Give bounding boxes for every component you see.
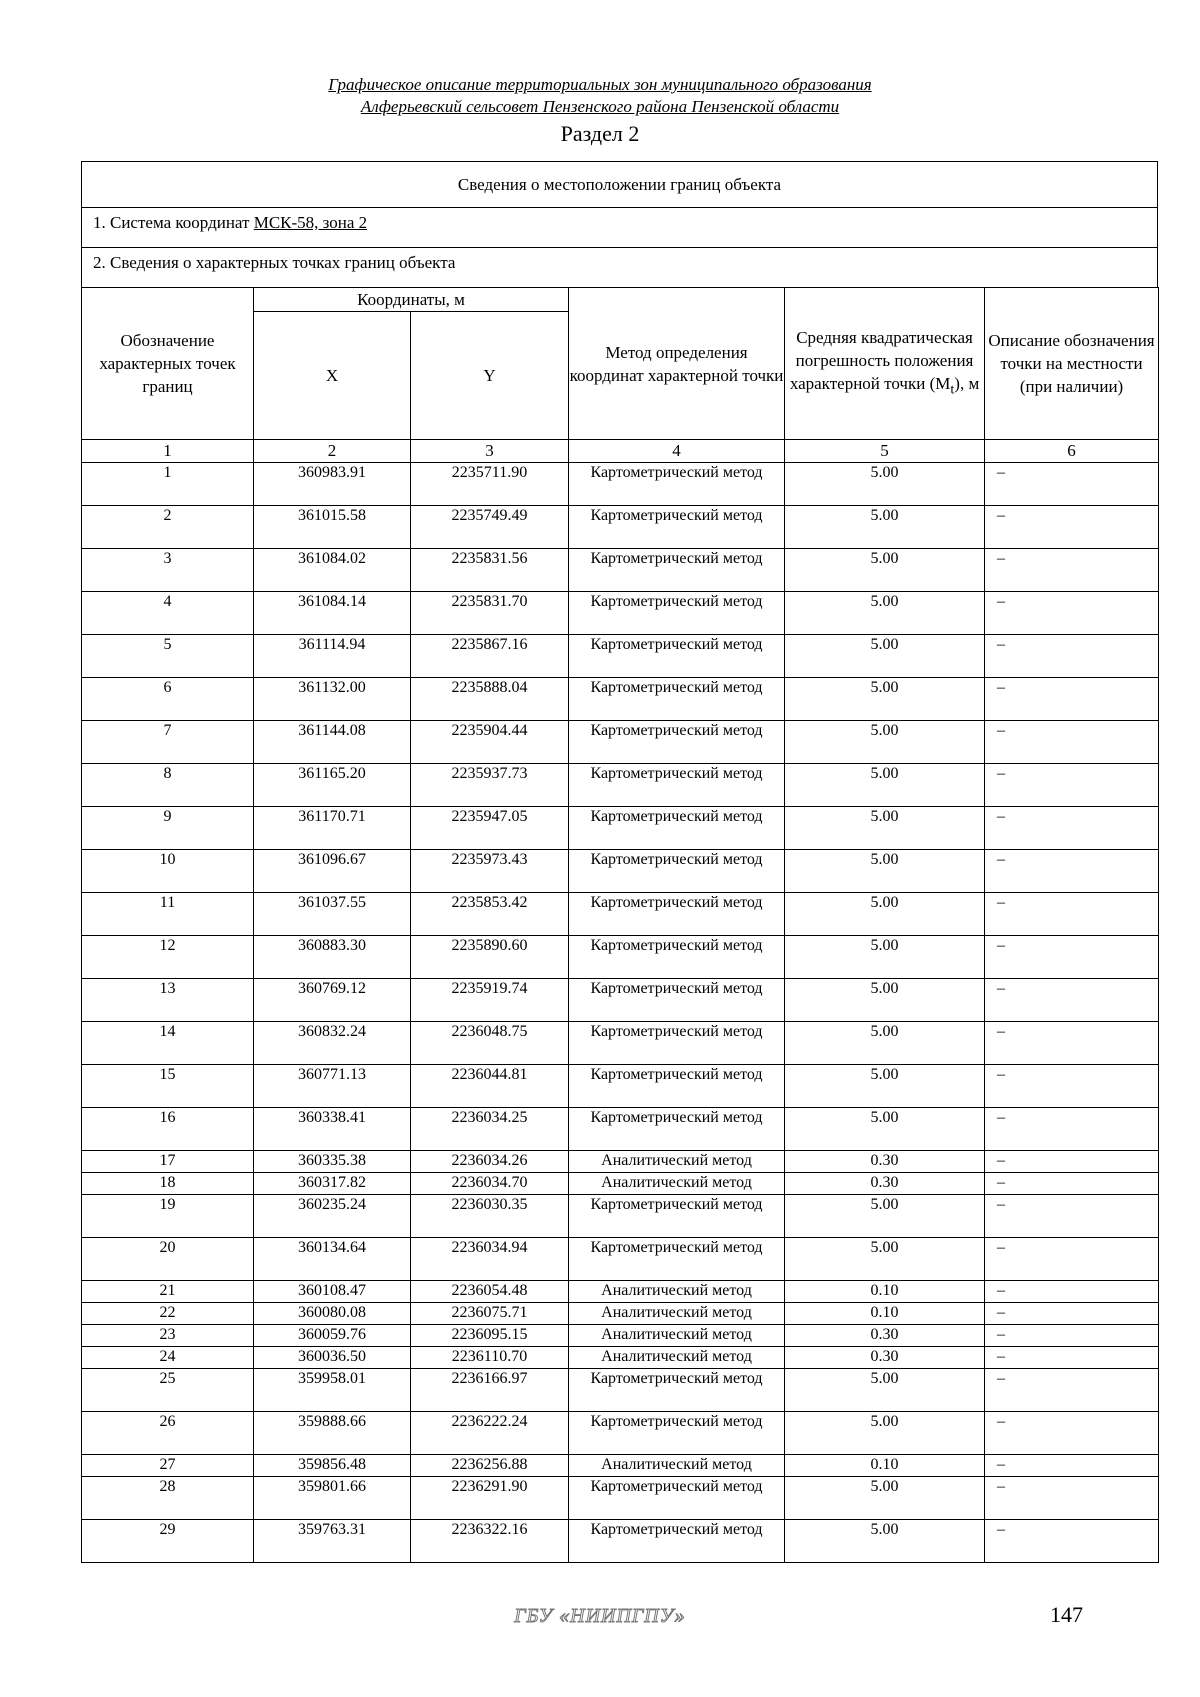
cell-y: 2235831.56 xyxy=(411,549,569,592)
cell-x: 361144.08 xyxy=(254,721,411,764)
table-row xyxy=(82,979,1159,1022)
column-number: 5 xyxy=(785,440,985,463)
cell-x: 359801.66 xyxy=(254,1477,411,1520)
cell-error: 5.00 xyxy=(785,549,985,592)
cell-x: 361132.00 xyxy=(254,678,411,721)
cell-x: 361037.55 xyxy=(254,893,411,936)
cell-description: – xyxy=(985,1477,1159,1520)
cell-point: 12 xyxy=(82,936,254,979)
cell-point: 29 xyxy=(82,1520,254,1563)
cell-y: 2235749.49 xyxy=(411,506,569,549)
cell-x: 360983.91 xyxy=(254,463,411,506)
cell-point: 22 xyxy=(82,1303,254,1325)
cell-error: 5.00 xyxy=(785,893,985,936)
cell-description: – xyxy=(985,1412,1159,1455)
cell-x: 360059.76 xyxy=(254,1325,411,1347)
cell-error: 5.00 xyxy=(785,592,985,635)
cell-point: 24 xyxy=(82,1347,254,1369)
column-number: 6 xyxy=(985,440,1159,463)
cell-x: 361084.02 xyxy=(254,549,411,592)
info-block xyxy=(81,161,1158,288)
cell-x: 360134.64 xyxy=(254,1238,411,1281)
header-error-subscript: t xyxy=(950,381,955,398)
table-row xyxy=(82,1022,1159,1065)
cell-method: Аналитический метод xyxy=(569,1173,785,1195)
cell-description: – xyxy=(985,1065,1159,1108)
cell-description: – xyxy=(985,1325,1159,1347)
table-row xyxy=(82,506,1159,549)
cell-description: – xyxy=(985,1281,1159,1303)
cell-error: 5.00 xyxy=(785,1412,985,1455)
header-error-unit: ), м xyxy=(954,373,980,393)
table-row xyxy=(82,1477,1159,1520)
cell-method: Аналитический метод xyxy=(569,1347,785,1369)
table-row xyxy=(82,1455,1159,1477)
cell-description: – xyxy=(985,850,1159,893)
cell-description: – xyxy=(985,1455,1159,1477)
cell-error: 0.30 xyxy=(785,1325,985,1347)
cell-error: 5.00 xyxy=(785,1520,985,1563)
cell-y: 2235919.74 xyxy=(411,979,569,1022)
table-row xyxy=(82,1412,1159,1455)
cell-method: Картометрический метод xyxy=(569,1022,785,1065)
table-row xyxy=(82,635,1159,678)
cell-y: 2235831.70 xyxy=(411,592,569,635)
cell-method: Картометрический метод xyxy=(569,721,785,764)
cell-point: 25 xyxy=(82,1369,254,1412)
cell-point: 6 xyxy=(82,678,254,721)
cell-method: Картометрический метод xyxy=(569,1369,785,1412)
cell-description: – xyxy=(985,1303,1159,1325)
table-row xyxy=(82,1369,1159,1412)
cell-error: 5.00 xyxy=(785,764,985,807)
cell-y: 2235853.42 xyxy=(411,893,569,936)
table-row xyxy=(82,1325,1159,1347)
cell-y: 2236222.24 xyxy=(411,1412,569,1455)
cell-method: Аналитический метод xyxy=(569,1325,785,1347)
cell-method: Аналитический метод xyxy=(569,1303,785,1325)
cell-x: 359958.01 xyxy=(254,1369,411,1412)
table-row xyxy=(82,1173,1159,1195)
table-row xyxy=(82,807,1159,850)
table-row xyxy=(82,893,1159,936)
cell-y: 2235711.90 xyxy=(411,463,569,506)
cell-method: Картометрический метод xyxy=(569,635,785,678)
cell-y: 2236034.70 xyxy=(411,1173,569,1195)
cell-x: 359888.66 xyxy=(254,1412,411,1455)
cell-x: 360338.41 xyxy=(254,1108,411,1151)
cell-description: – xyxy=(985,1151,1159,1173)
cell-y: 2236044.81 xyxy=(411,1065,569,1108)
cell-error: 0.10 xyxy=(785,1455,985,1477)
cell-point: 11 xyxy=(82,893,254,936)
cell-method: Картометрический метод xyxy=(569,1195,785,1238)
cell-point: 8 xyxy=(82,764,254,807)
cell-x: 361114.94 xyxy=(254,635,411,678)
cell-error: 5.00 xyxy=(785,506,985,549)
cell-error: 5.00 xyxy=(785,1369,985,1412)
cell-y: 2236256.88 xyxy=(411,1455,569,1477)
cell-error: 5.00 xyxy=(785,850,985,893)
cell-error: 5.00 xyxy=(785,635,985,678)
column-number: 3 xyxy=(411,440,569,463)
cell-point: 20 xyxy=(82,1238,254,1281)
cell-method: Картометрический метод xyxy=(569,549,785,592)
table-row xyxy=(82,936,1159,979)
cell-x: 360335.38 xyxy=(254,1151,411,1173)
cell-method: Картометрический метод xyxy=(569,979,785,1022)
cell-point: 17 xyxy=(82,1151,254,1173)
cell-method: Картометрический метод xyxy=(569,850,785,893)
cell-x: 359763.31 xyxy=(254,1520,411,1563)
column-number: 2 xyxy=(254,440,411,463)
cell-point: 10 xyxy=(82,850,254,893)
points-label: 2. Сведения о характерных точках границ объекта xyxy=(82,248,1157,288)
table-row xyxy=(82,1281,1159,1303)
cell-description: – xyxy=(985,893,1159,936)
cell-y: 2236095.15 xyxy=(411,1325,569,1347)
cell-description: – xyxy=(985,1195,1159,1238)
cell-description: – xyxy=(985,979,1159,1022)
cell-method: Картометрический метод xyxy=(569,936,785,979)
cell-y: 2236030.35 xyxy=(411,1195,569,1238)
cell-error: 5.00 xyxy=(785,1238,985,1281)
cell-y: 2236075.71 xyxy=(411,1303,569,1325)
cell-x: 360108.47 xyxy=(254,1281,411,1303)
table-row xyxy=(82,549,1159,592)
table-row xyxy=(82,678,1159,721)
cell-method: Картометрический метод xyxy=(569,807,785,850)
cell-error: 5.00 xyxy=(785,721,985,764)
cell-x: 361096.67 xyxy=(254,850,411,893)
cell-method: Картометрический метод xyxy=(569,1238,785,1281)
cell-error: 5.00 xyxy=(785,1477,985,1520)
column-number: 1 xyxy=(82,440,254,463)
cell-x: 360883.30 xyxy=(254,936,411,979)
cell-y: 2236048.75 xyxy=(411,1022,569,1065)
cell-method: Картометрический метод xyxy=(569,678,785,721)
cell-method: Картометрический метод xyxy=(569,463,785,506)
cell-y: 2235890.60 xyxy=(411,936,569,979)
table-row xyxy=(82,1065,1159,1108)
cell-error: 5.00 xyxy=(785,807,985,850)
table-row xyxy=(82,463,1159,506)
header-error xyxy=(785,288,985,440)
cell-error: 0.30 xyxy=(785,1151,985,1173)
coord-system-label: 1. Система координат xyxy=(93,213,254,232)
cell-description: – xyxy=(985,678,1159,721)
cell-x: 360771.13 xyxy=(254,1065,411,1108)
cell-description: – xyxy=(985,764,1159,807)
cell-point: 23 xyxy=(82,1325,254,1347)
block-title: Сведения о местоположении границ объекта xyxy=(82,162,1157,208)
cell-description: – xyxy=(985,592,1159,635)
cell-error: 0.10 xyxy=(785,1303,985,1325)
table-row xyxy=(82,1108,1159,1151)
cell-point: 14 xyxy=(82,1022,254,1065)
cell-y: 2236034.26 xyxy=(411,1151,569,1173)
cell-point: 28 xyxy=(82,1477,254,1520)
cell-x: 360317.82 xyxy=(254,1173,411,1195)
cell-description: – xyxy=(985,635,1159,678)
cell-method: Аналитический метод xyxy=(569,1151,785,1173)
cell-point: 9 xyxy=(82,807,254,850)
cell-description: – xyxy=(985,1520,1159,1563)
document-title-line-2: Алферьевский сельсовет Пензенского района Пензенской области xyxy=(360,97,840,116)
cell-x: 359856.48 xyxy=(254,1455,411,1477)
cell-point: 15 xyxy=(82,1065,254,1108)
cell-point: 19 xyxy=(82,1195,254,1238)
cell-description: – xyxy=(985,1022,1159,1065)
header-description: Описание обозначения точки на местности (при наличии) xyxy=(985,288,1159,440)
cell-x: 361165.20 xyxy=(254,764,411,807)
cell-point: 3 xyxy=(82,549,254,592)
cell-error: 5.00 xyxy=(785,678,985,721)
cell-method: Аналитический метод xyxy=(569,1455,785,1477)
cell-point: 27 xyxy=(82,1455,254,1477)
table-row xyxy=(82,592,1159,635)
cell-point: 16 xyxy=(82,1108,254,1151)
table-row xyxy=(82,1238,1159,1281)
cell-x: 361170.71 xyxy=(254,807,411,850)
column-number: 4 xyxy=(569,440,785,463)
cell-point: 13 xyxy=(82,979,254,1022)
cell-point: 21 xyxy=(82,1281,254,1303)
cell-x: 361015.58 xyxy=(254,506,411,549)
cell-method: Картометрический метод xyxy=(569,592,785,635)
cell-description: – xyxy=(985,463,1159,506)
cell-description: – xyxy=(985,1369,1159,1412)
cell-error: 0.30 xyxy=(785,1347,985,1369)
cell-description: – xyxy=(985,1238,1159,1281)
cell-error: 0.10 xyxy=(785,1281,985,1303)
table-row xyxy=(82,1303,1159,1325)
cell-point: 4 xyxy=(82,592,254,635)
cell-error: 5.00 xyxy=(785,1022,985,1065)
cell-y: 2236054.48 xyxy=(411,1281,569,1303)
cell-method: Картометрический метод xyxy=(569,893,785,936)
cell-x: 360235.24 xyxy=(254,1195,411,1238)
cell-error: 0.30 xyxy=(785,1173,985,1195)
cell-method: Картометрический метод xyxy=(569,1108,785,1151)
table-row xyxy=(82,1520,1159,1563)
cell-y: 2236291.90 xyxy=(411,1477,569,1520)
cell-y: 2235947.05 xyxy=(411,807,569,850)
cell-method: Картометрический метод xyxy=(569,1412,785,1455)
cell-y: 2235888.04 xyxy=(411,678,569,721)
cell-error: 5.00 xyxy=(785,979,985,1022)
header-method: Метод определения координат характерной точки xyxy=(569,288,785,440)
cell-point: 7 xyxy=(82,721,254,764)
document-title-line-1: Графическое описание территориальных зон муниципального образования xyxy=(328,75,872,94)
cell-error: 5.00 xyxy=(785,1195,985,1238)
table-row xyxy=(82,1347,1159,1369)
page-number: 147 xyxy=(1050,1602,1083,1627)
cell-y: 2236034.25 xyxy=(411,1108,569,1151)
header-coords: Координаты, м xyxy=(254,288,569,312)
table-row xyxy=(82,850,1159,893)
coord-system-value: МСК-58, зона 2 xyxy=(253,213,368,232)
cell-error: 5.00 xyxy=(785,463,985,506)
cell-point: 5 xyxy=(82,635,254,678)
header-x: X xyxy=(254,312,411,440)
cell-description: – xyxy=(985,807,1159,850)
cell-point: 1 xyxy=(82,463,254,506)
table-row xyxy=(82,764,1159,807)
cell-y: 2235937.73 xyxy=(411,764,569,807)
cell-point: 2 xyxy=(82,506,254,549)
header-y: Y xyxy=(411,312,569,440)
cell-method: Картометрический метод xyxy=(569,1065,785,1108)
footer-organization: ГБУ «НИИПГПУ» xyxy=(514,1605,686,1627)
cell-y: 2235904.44 xyxy=(411,721,569,764)
cell-x: 360832.24 xyxy=(254,1022,411,1065)
cell-description: – xyxy=(985,936,1159,979)
cell-y: 2236034.94 xyxy=(411,1238,569,1281)
table-row xyxy=(82,1151,1159,1173)
cell-y: 2235867.16 xyxy=(411,635,569,678)
section-title: Раздел 2 xyxy=(560,121,640,146)
cell-y: 2235973.43 xyxy=(411,850,569,893)
cell-method: Аналитический метод xyxy=(569,1281,785,1303)
cell-y: 2236110.70 xyxy=(411,1347,569,1369)
cell-x: 361084.14 xyxy=(254,592,411,635)
cell-method: Картометрический метод xyxy=(569,1520,785,1563)
header-point: Обозначение характерных точек границ xyxy=(82,288,254,440)
coord-system-row xyxy=(82,208,1157,248)
cell-error: 5.00 xyxy=(785,936,985,979)
cell-y: 2236322.16 xyxy=(411,1520,569,1563)
cell-point: 26 xyxy=(82,1412,254,1455)
cell-description: – xyxy=(985,1173,1159,1195)
cell-point: 18 xyxy=(82,1173,254,1195)
cell-description: – xyxy=(985,549,1159,592)
table-row xyxy=(82,721,1159,764)
cell-description: – xyxy=(985,1108,1159,1151)
cell-method: Картометрический метод xyxy=(569,506,785,549)
cell-x: 360769.12 xyxy=(254,979,411,1022)
cell-method: Картометрический метод xyxy=(569,1477,785,1520)
cell-description: – xyxy=(985,506,1159,549)
cell-error: 5.00 xyxy=(785,1065,985,1108)
header-error-text: Средняя квадратическая погрешность положения характерной точки xyxy=(789,327,974,393)
header-error-symbol: (M xyxy=(929,373,951,393)
table-row xyxy=(82,1195,1159,1238)
cell-x: 360036.50 xyxy=(254,1347,411,1369)
cell-y: 2236166.97 xyxy=(411,1369,569,1412)
cell-x: 360080.08 xyxy=(254,1303,411,1325)
boundary-points-table xyxy=(81,287,1159,1563)
cell-method: Картометрический метод xyxy=(569,764,785,807)
cell-description: – xyxy=(985,721,1159,764)
cell-error: 5.00 xyxy=(785,1108,985,1151)
cell-description: – xyxy=(985,1347,1159,1369)
